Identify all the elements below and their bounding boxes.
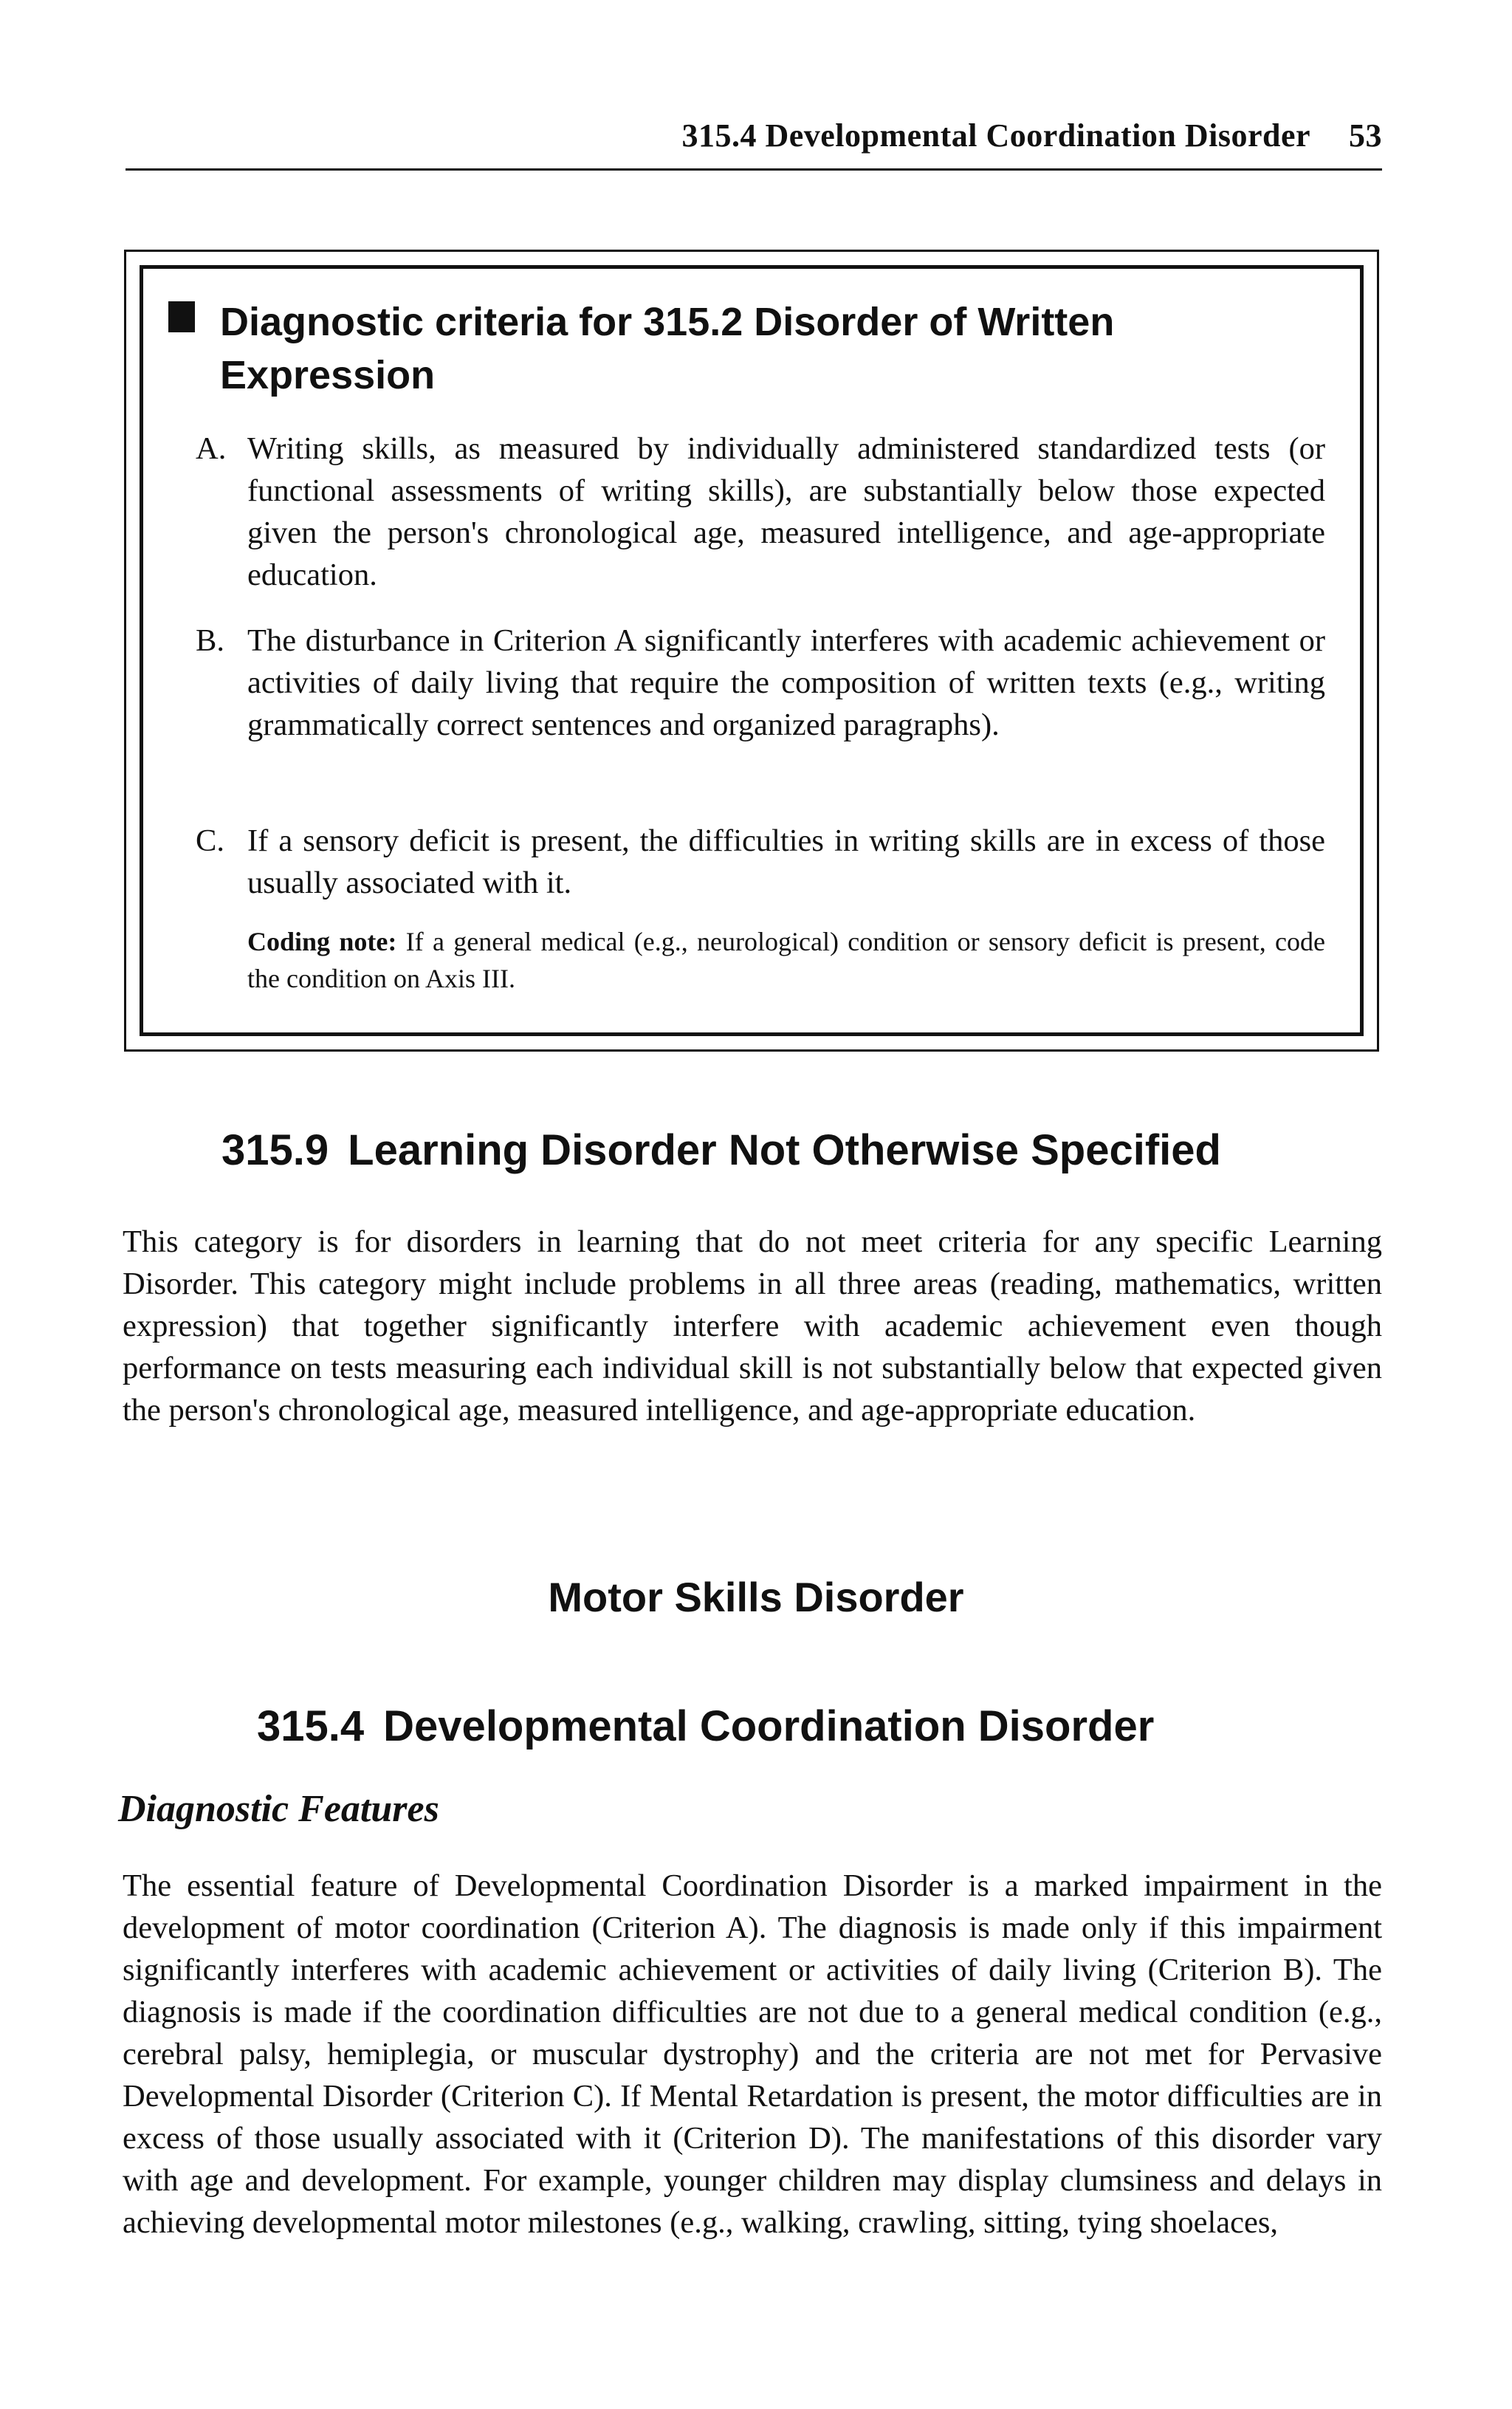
coding-note-text: If a general medical (e.g., neurological) condition or sensory deficit is present, code the condition on Axis III. [247, 927, 1326, 993]
coding-note [247, 923, 1325, 997]
section-heading-dcd [257, 1702, 1154, 1751]
criterion-c [196, 820, 1325, 904]
section-title: Developmental Coordination Disorder [383, 1702, 1155, 1750]
motor-skills-heading: Motor Skills Disorder [548, 1574, 964, 1620]
section-code: 315.9 [221, 1126, 329, 1174]
coding-note-label: Coding note: [247, 927, 397, 956]
diagnostic-features-heading: Diagnostic Features [118, 1788, 439, 1830]
criterion-text: If a sensory deficit is present, the difficulties in writing skills are in excess of those usually associated with it. [247, 823, 1325, 900]
criterion-letter: B. [196, 623, 224, 658]
nos-body-paragraph: This category is for disorders in learning that do not meet criteria for any specific Learning Disorder. This category might include problems in all three areas (reading, mathematics, written expression) that together significantly interfere with academic achievement even though performance on tests measuring each individual skill is not substantially below that expected given the person's chronological age, measured intelligence, and age-appropriate education. [123, 1224, 1382, 1428]
criterion-text: The disturbance in Criterion A significantly interferes with academic achievement or activities of daily living that require the composition of written texts (e.g., writing grammatically correct sentences and organized paragraphs). [247, 623, 1325, 742]
criterion-letter: A. [196, 431, 227, 466]
criteria-title: Diagnostic criteria for 315.2 Disorder of Written Expression [220, 300, 1115, 397]
running-head-text [681, 117, 1382, 154]
criterion-text: Writing skills, as measured by individually administered standardized tests (or functional assessments of writing skills), are substantially below those expected given the person's chronological age, measured intelligence, and age-appropriate education. [247, 431, 1325, 592]
square-bullet-icon [168, 301, 195, 332]
section-code: 315.4 [257, 1702, 365, 1750]
section-heading-nos [221, 1125, 1221, 1175]
criterion-b [196, 620, 1325, 746]
criterion-letter: C. [196, 823, 224, 858]
dcd-body-paragraph: The essential feature of Developmental Coordination Disorder is a marked impairment in the development of motor coordination (Criterion A). The diagnosis is made only if this impairment significantly interferes with academic achievement or activities of daily living (Criterion B). The diagnosis is made if the coordination difficulties are not due to a general medical condition (e.g., cerebral palsy, hemiplegia, or muscular dystrophy) and the criteria are not met for Pervasive Developmental Disorder (Criterion C). If Mental Retardation is present, the motor difficulties are in excess of those usually associated with it (Criterion D). The manifestations of this disorder vary with age and development. For example, younger children may display clumsiness and delays in achieving developmental motor milestones (e.g., walking, crawling, sitting, tying shoelaces, [123, 1868, 1382, 2240]
section-title: Learning Disorder Not Otherwise Specified [348, 1126, 1221, 1174]
running-head-title: 315.4 Developmental Coordination Disorder [681, 117, 1310, 154]
page-number: 53 [1349, 117, 1382, 154]
criterion-a [196, 428, 1325, 596]
running-head [126, 109, 1382, 171]
